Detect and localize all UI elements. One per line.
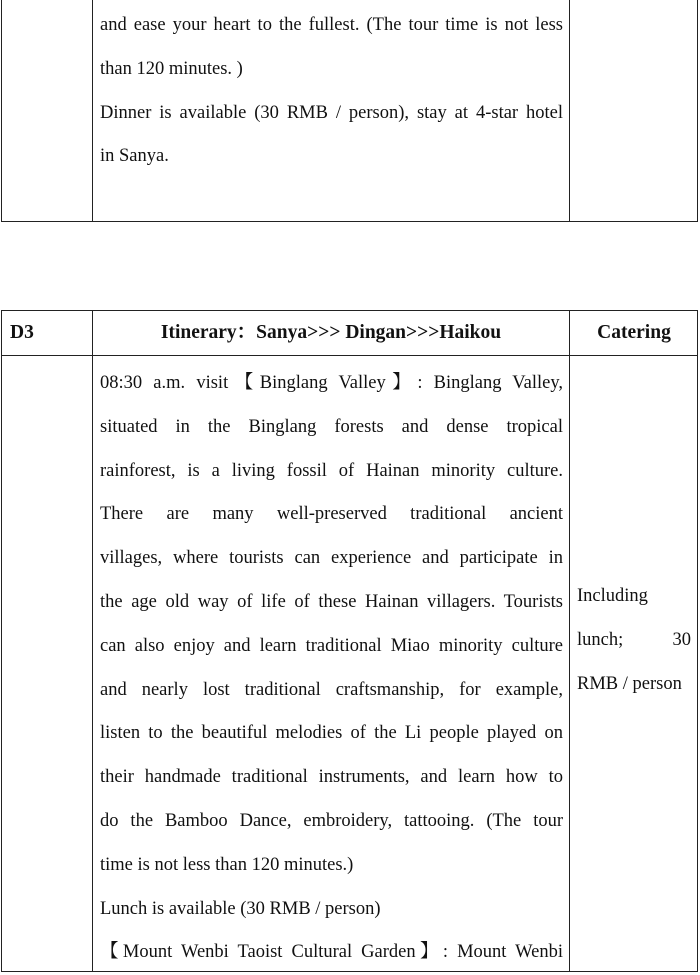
itinerary-table-continued	[1, 0, 698, 222]
text-line: in Sanya.	[100, 146, 169, 167]
text-line: rainforest, is a living fossil of Hainan minority culture.	[100, 460, 563, 481]
day-label: D3	[10, 322, 34, 343]
text-line: and nearly lost traditional craftsmanship, for example,	[100, 679, 563, 700]
column-divider	[92, 311, 93, 971]
text-line: time is not less than 120 minutes.)	[100, 854, 354, 875]
itinerary-heading: Itinerary：Sanya>>> Dingan>>>Haikou	[160, 322, 502, 343]
text-line: listen to the beautiful melodies of the Li people played on	[100, 723, 563, 744]
text-line: do the Bamboo Dance, embroidery, tattooing. (The tour	[100, 810, 563, 831]
text-line: 【Mount Wenbi Taoist Cultural Garden】: Mount Wenbi	[100, 942, 563, 963]
catering-line: lunch; 30	[577, 629, 691, 650]
text-line: situated in the Binglang forests and dense tropical	[100, 416, 563, 437]
catering-line: Including	[577, 586, 648, 606]
text-line: Lunch is available (30 RMB / person)	[100, 898, 381, 919]
column-divider	[92, 0, 93, 221]
text-line: Dinner is available (30 RMB / person), stay at 4-star hotel	[100, 102, 563, 123]
itinerary-description	[100, 362, 563, 975]
catering-line: RMB / person	[577, 673, 682, 694]
text-line: 08:30 a.m. visit【Binglang Valley】: Binglang Valley,	[100, 373, 563, 393]
column-divider	[569, 311, 570, 971]
header-divider	[2, 355, 697, 356]
day-itinerary-table	[1, 310, 698, 972]
text-line: villages, where tourists can experience and participate in	[100, 548, 563, 569]
catering-info	[577, 575, 691, 706]
text-line: than 120 minutes. )	[100, 58, 243, 79]
itinerary-continued-text	[100, 4, 563, 179]
catering-heading: Catering	[597, 322, 671, 343]
text-line: their handmade traditional instruments, and learn how to	[100, 767, 563, 788]
text-line: There are many well-preserved traditional ancient	[100, 504, 563, 525]
text-line: and ease your heart to the fullest. (The tour time is not less	[100, 15, 563, 35]
column-divider	[569, 0, 570, 221]
text-line: can also enjoy and learn traditional Miao minority culture	[100, 635, 563, 656]
text-line: the age old way of life of these Hainan villagers. Tourists	[100, 591, 563, 612]
